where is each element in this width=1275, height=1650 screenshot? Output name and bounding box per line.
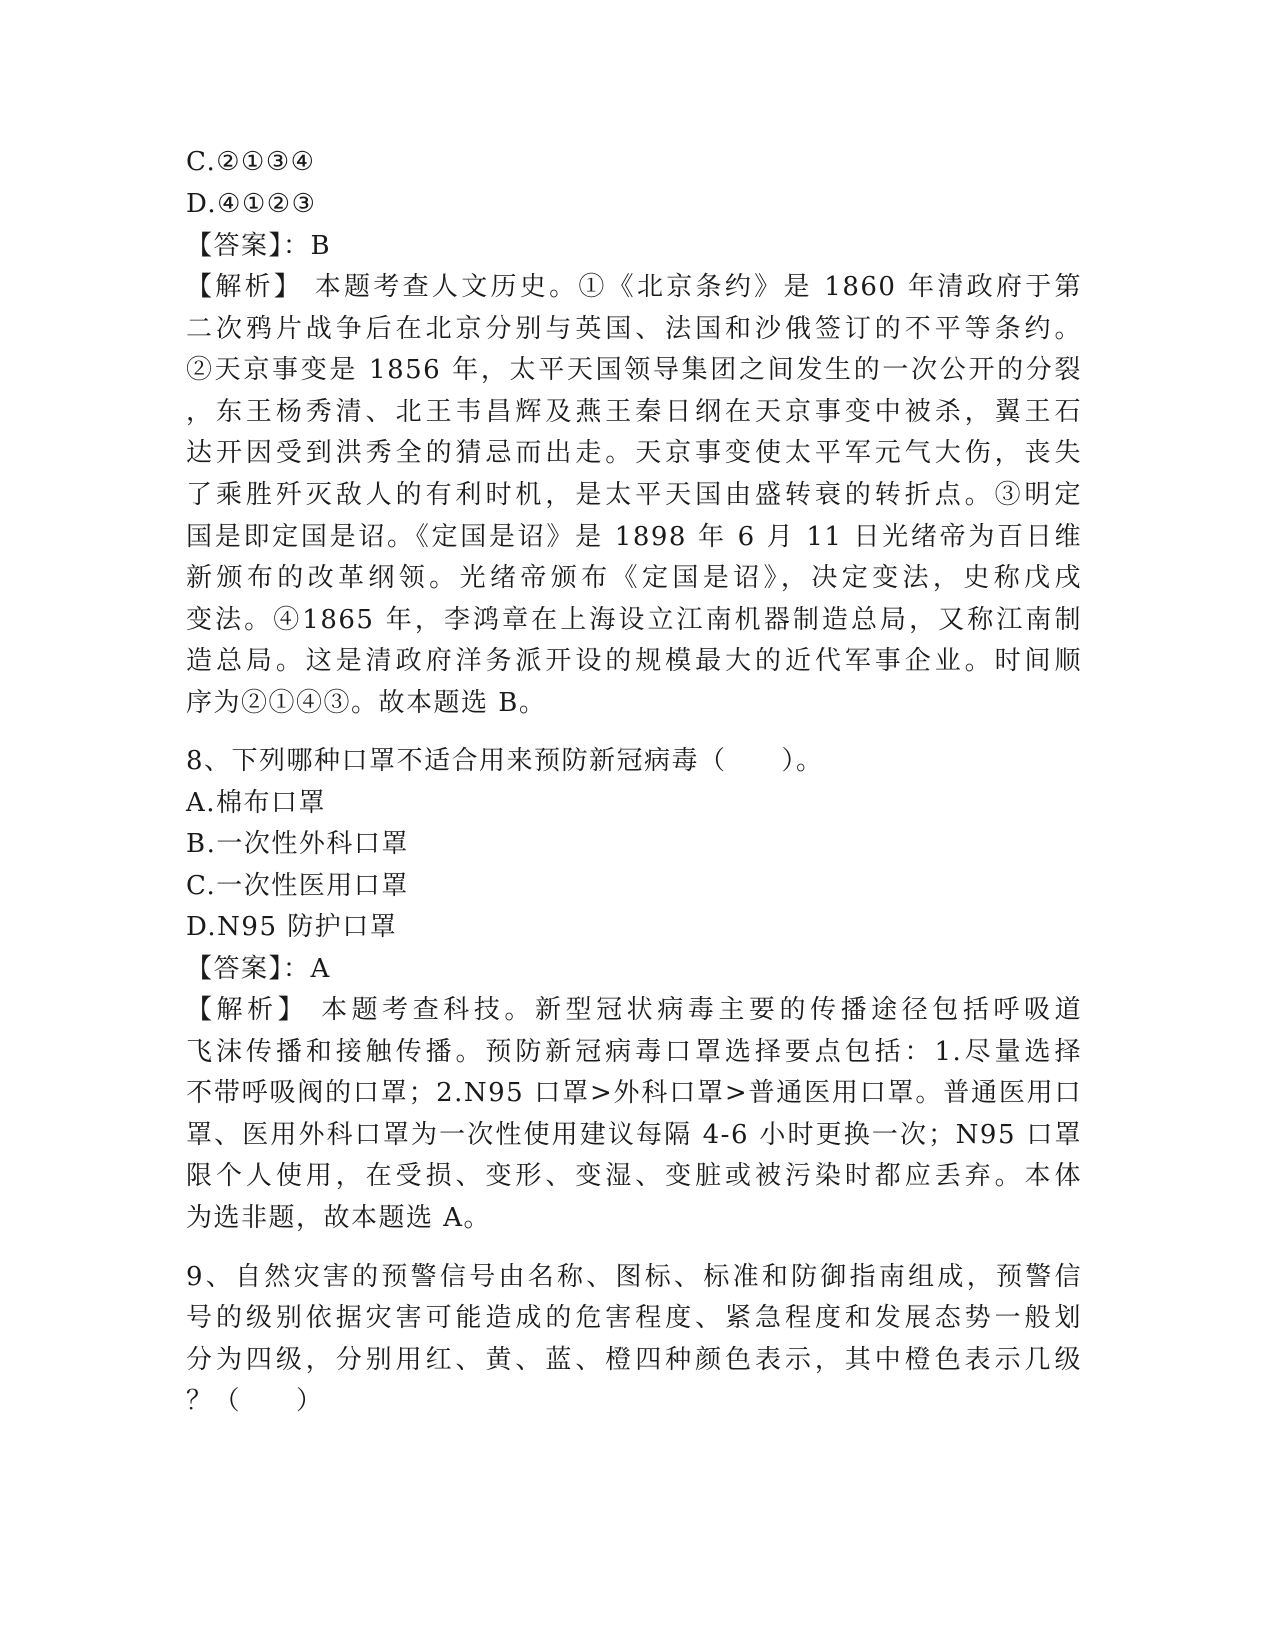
q7-analysis-line: 造总局。这是清政府洋务派开设的规模最大的近代军事企业。时间顺 [186,646,1082,676]
q7-option-c: C.②①③④ [186,147,316,177]
q8-analysis-line: 飞沫传播和接触传播。预防新冠病毒口罩选择要点包括：1.尽量选择 [186,1037,1082,1067]
q7-analysis-line: 国是即定国是诏。《定国是诏》是 1898 年 6 月 11 日光绪帝为百日维 [186,522,1082,552]
q9-stem-line: 分为四级，分别用红、黄、蓝、橙四种颜色表示，其中橙色表示几级 [186,1345,1082,1375]
q7-analysis-line: 序为②①④③。故本题选 B。 [186,688,547,718]
q7-analysis-line: 变法。④1865 年，李鸿章在上海设立江南机器制造总局，又称江南制 [186,605,1082,635]
q8-stem: 8、下列哪种口罩不适合用来预防新冠病毒（ ）。 [186,746,824,776]
q8-analysis-line: 【解析】 本题考查科技。新型冠状病毒主要的传播途径包括呼吸道 [186,995,1082,1025]
q8-analysis-line: 不带呼吸阀的口罩；2.N95 口罩>外科口罩>普通医用口罩。普通医用口 [186,1078,1082,1108]
q8-option-c: C.一次性医用口罩 [186,871,409,901]
q9-stem-line: 号的级别依据灾害可能造成的危害程度、紧急程度和发展态势一般划 [186,1303,1082,1333]
q8-analysis-line: 为选非题，故本题选 A。 [186,1203,492,1233]
q7-analysis-line: 了乘胜歼灭敌人的有利时机，是太平天国由盛转衰的转折点。③明定 [186,480,1082,510]
q8-option-d: D.N95 防护口罩 [186,912,398,942]
q7-analysis-line: 新颁布的改革纲领。光绪帝颁布《定国是诏》，决定变法，史称戊戌 [186,563,1082,593]
q7-option-d: D.④①②③ [186,189,317,219]
q8-option-b: B.一次性外科口罩 [186,829,409,859]
q9-stem-line: 9、自然灾害的预警信号由名称、图标、标准和防御指南组成，预警信 [186,1262,1082,1292]
q7-analysis-line: 达开因受到洪秀全的猜忌而出走。天京事变使太平军元气大伤，丧失 [186,438,1082,468]
q7-analysis-line: 二次鸦片战争后在北京分别与英国、法国和沙俄签订的不平等条约。 [186,314,1082,344]
q9-stem-line: ？（ ） [186,1386,324,1416]
q7-analysis-line: ②天京事变是 1856 年，太平天国领导集团之间发生的一次公开的分裂 [186,355,1082,385]
q8-analysis-line: 罩、医用外科口罩为一次性使用建议每隔 4-6 小时更换一次；N95 口罩 [186,1120,1082,1150]
q7-answer: 【答案】：B [186,231,332,261]
q8-option-a: A.棉布口罩 [186,788,327,818]
q7-analysis-line: ，东王杨秀清、北王韦昌辉及燕王秦日纲在天京事变中被杀，翼王石 [186,397,1082,427]
q8-analysis-line: 限个人使用，在受损、变形、变湿、变脏或被污染时都应丢弃。本体 [186,1161,1082,1191]
q8-answer: 【答案】：A [186,954,331,984]
q7-analysis-line: 【解析】 本题考查人文历史。①《北京条约》是 1860 年清政府于第 [186,272,1082,302]
